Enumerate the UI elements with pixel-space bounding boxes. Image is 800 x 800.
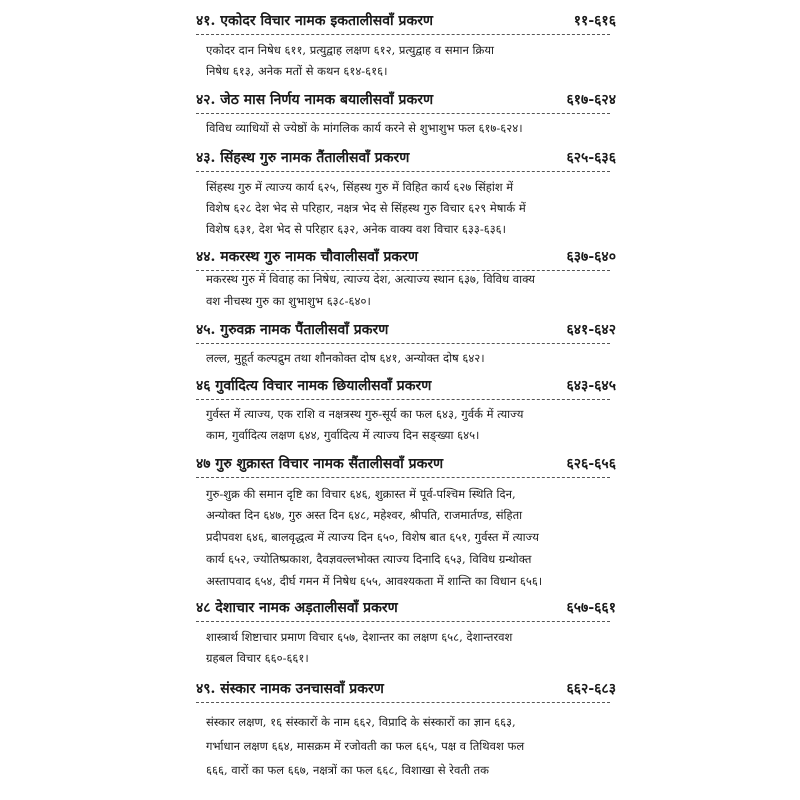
section-text-line: ६६६, वारों का फल ६६७, नक्षत्रों का फल ६६८, विशाखा से रेवती तक — [206, 763, 489, 777]
section-page-range: ६४३-६४५ — [566, 378, 616, 394]
section-title: ४७ गुरु शुक्रास्त विचार नामक सैंतालीसवाँ प्रकरण — [196, 456, 444, 472]
section-text-line: संस्कार लक्षण, १६ संस्कारों के नाम ६६२, विप्रादि के संस्कारों का ज्ञान ६६३, — [206, 715, 516, 729]
section-title: ४६ गुर्वादित्य विचार नामक छियालीसवाँ प्रकरण — [196, 378, 432, 394]
dashed-rule — [196, 171, 610, 172]
dashed-rule — [196, 34, 610, 35]
section-text-line: ग्रहबल विचार ६६०-६६१। — [206, 651, 309, 665]
section-page-range: ६१७-६२४ — [566, 92, 616, 108]
section-text-line: गुरु-शुक्र की समान दृष्टि का विचार ६४६, शुक्रास्त में पूर्व-पश्चिम स्थिति दिन, — [206, 487, 516, 501]
section-title: ४८ देशाचार नामक अड़तालीसवाँ प्रकरण — [196, 600, 398, 616]
section-text-line: विशेष ६३१, देश भेद से परिहार ६३२, अनेक वाक्य वश विचार ६३३-६३६। — [206, 222, 507, 236]
section-title: ४५. गुरुवक्र नामक पैंतालीसवाँ प्रकरण — [196, 322, 389, 338]
section-title: ४१. एकोदर विचार नामक इकतालीसवाँ प्रकरण — [196, 13, 434, 29]
section-heading — [196, 374, 616, 398]
section-text-line: वश नीचस्थ गुरु का शुभाशुभ ६३८-६४०। — [206, 294, 371, 308]
section-heading — [196, 9, 616, 33]
section-title: ४३. सिंहस्थ गुरु नामक तैंतालीसवाँ प्रकरण — [196, 150, 410, 166]
dashed-rule — [196, 399, 610, 400]
section-text-line: अस्तापवाद ६५४, दीर्घ गमन में निषेध ६५५, आवश्यकता में शान्ति का विधान ६५६। — [206, 574, 543, 588]
section-page-range: ६३७-६४० — [566, 249, 616, 265]
section-text-line: काम, गुर्वादित्य लक्षण ६४४, गुर्वादित्य में त्याज्य दिन सङ्ख्या ६४५। — [206, 428, 480, 442]
section-heading — [196, 452, 616, 476]
dashed-rule — [196, 621, 610, 622]
section-text-line: निषेध ६१३, अनेक मतों से कथन ६१४-६१६। — [206, 64, 388, 78]
dashed-rule — [196, 702, 610, 703]
dashed-rule — [196, 113, 610, 114]
section-text-line: शास्त्रार्थ शिष्टाचार प्रमाण विचार ६५७, देशान्तर का लक्षण ६५८, देशान्तरवश — [206, 630, 513, 644]
section-page-range: ६५७-६६१ — [566, 600, 616, 616]
section-page-range: ६६२-६८३ — [566, 681, 616, 697]
section-text-line: एकोदर दान निषेध ६११, प्रत्युद्वाह लक्षण ६१२, प्रत्युद्वाह व समान क्रिया — [206, 43, 494, 57]
section-page-range: ६२५-६३६ — [566, 150, 616, 166]
section-text-line: विविध व्याधियों से ज्येष्ठों के मांगलिक कार्य करने से शुभाशुभ फल ६१७-६२४। — [206, 121, 523, 135]
section-title: ४४. मकरस्थ गुरु नामक चौवालीसवाँ प्रकरण — [196, 249, 419, 265]
section-text-line: गर्भाधान लक्षण ६६४, मासक्रम में रजोवती का फल ६६५, पक्ष व तिथिवश फल — [206, 739, 525, 753]
section-text-line: सिंहस्थ गुरु में त्याज्य कार्य ६२५, सिंहस्थ गुरु में विहित कार्य ६२७ सिंहांश में — [206, 180, 514, 194]
section-text-line: लल्ल, मुहूर्त कल्पद्रुम तथा शौनकोक्त दोष ६४१, अन्योक्त दोष ६४२। — [206, 351, 485, 365]
section-title: ४२. जेठ मास निर्णय नामक बयालीसवाँ प्रकरण — [196, 92, 434, 108]
section-heading — [196, 318, 616, 342]
section-title: ४९. संस्कार नामक उनचासवाँ प्रकरण — [196, 681, 384, 697]
section-heading — [196, 245, 616, 269]
section-heading — [196, 596, 616, 620]
section-text-line: विशेष ६२८ देश भेद से परिहार, नक्षत्र भेद से सिंहस्थ गुरु विचार ६२९ मेषार्क में — [206, 201, 526, 215]
section-page-range: ६४१-६४२ — [566, 322, 616, 338]
section-text-line: अन्योक्त दिन ६४७, गुरु अस्त दिन ६४८, महेश्वर, श्रीपति, राजमार्तण्ड, संहिता — [206, 508, 523, 522]
section-page-range: ११-६१६ — [573, 13, 616, 29]
section-page-range: ६२६-६५६ — [566, 456, 616, 472]
section-heading — [196, 146, 616, 170]
section-text-line: मकरस्थ गुरु में विवाह का निषेध, त्याज्य देश, अत्याज्य स्थान ६३७, विविध वाक्य — [206, 272, 535, 286]
dashed-rule — [196, 343, 610, 344]
section-heading — [196, 677, 616, 701]
section-heading — [196, 88, 616, 112]
dashed-rule — [196, 477, 610, 478]
section-text-line: कार्य ६५२, ज्योतिष्प्रकाश, दैवज्ञवल्लभोक्त त्याज्य दिनादि ६५३, विविध ग्रन्थोक्त — [206, 552, 532, 566]
section-text-line: प्रदीपवश ६४६, बालवृद्धत्व में त्याज्य दिन ६५०, विशेष बात ६५१, गुर्वस्त में त्याज्य — [206, 530, 539, 544]
section-text-line: गुर्वस्त में त्याज्य, एक राशि व नक्षत्रस्थ गुरु-सूर्य का फल ६४३, गुर्वर्क में त्याज्य — [206, 407, 524, 421]
